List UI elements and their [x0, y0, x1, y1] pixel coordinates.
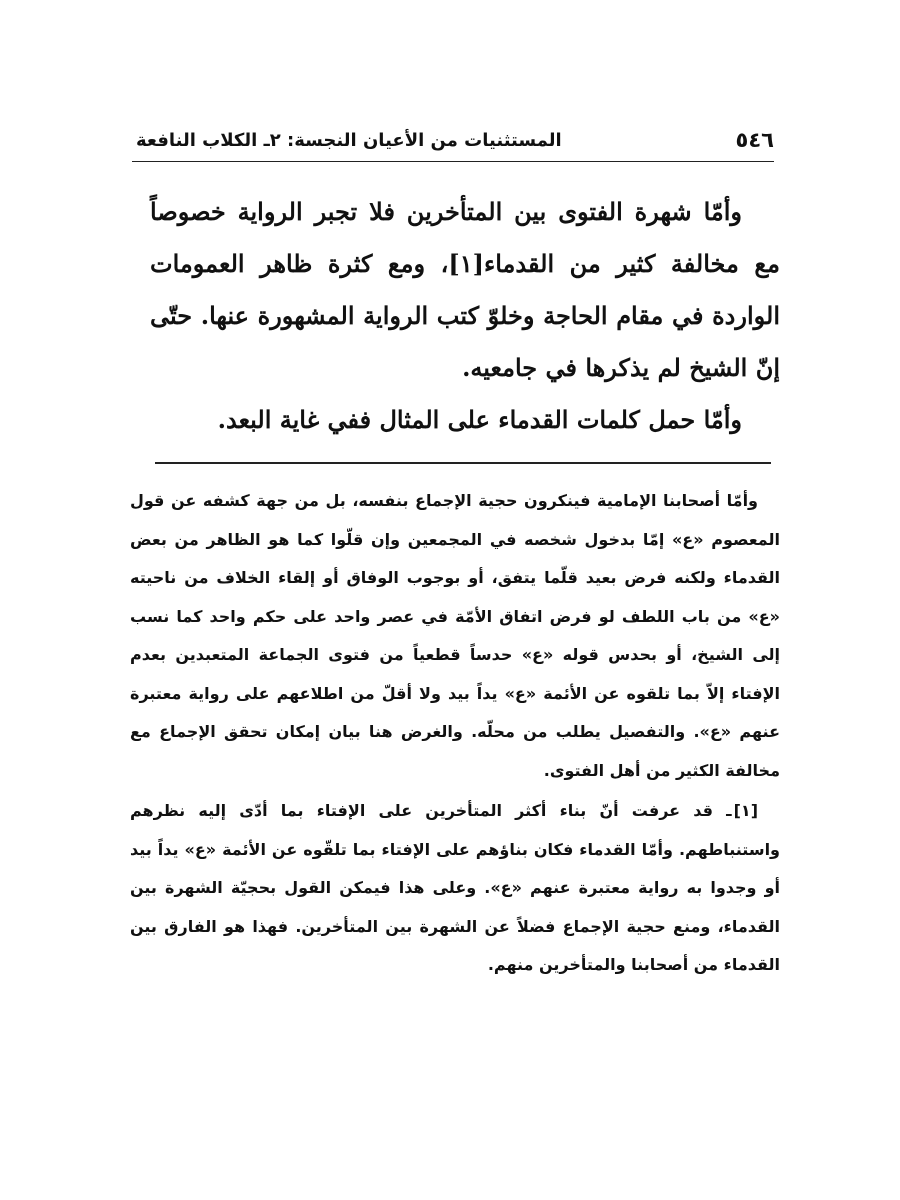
running-title: المستثنيات من الأعيان النجسة: ٢ـ الكلاب النافعة	[136, 130, 562, 151]
main-text	[150, 186, 780, 446]
footnotes	[130, 482, 780, 985]
footnote-1-text: ـ قد عرفت أنّ بناء أكثر المتأخرين على الإفتاء بما أدّى إليه نظرهم واستنباطهم. وأمّا القدماء فكان بناؤهم على الإفتاء بما تلقّوه عن الأئمة «ع» يداً بيد أو وجدوا به رواية معتبرة عنهم «ع». وعلى هذا فيمكن القول بحجيّة الشهرة بين القدماء، ومنع حجية الإجماع فضلاً عن الشهرة بين المتأخرين. فهذا هو الفارق بين القدماء من أصحابنا والمتأخرين منهم.	[130, 801, 780, 974]
running-header	[132, 128, 774, 160]
footnote-separator	[155, 462, 771, 464]
page-number: ٥٤٦	[735, 128, 774, 152]
body-paragraph: وأمّا شهرة الفتوى بين المتأخرين فلا تجبر الرواية خصوصاً مع مخالفة كثير من القدماء[١]، ومع كثرة ظاهر العمومات الواردة في مقام الحاجة وخلوّ كتب الرواية المشهورة عنها. حتّى إنّ الشيخ لم يذكرها في جامعيه.	[150, 197, 780, 382]
footnote-marker: [١]	[733, 801, 758, 820]
footnote-continuation: وأمّا أصحابنا الإمامية فينكرون حجية الإجماع بنفسه، بل من جهة كشفه عن قول المعصوم «ع» إمّا بدخول شخصه في المجمعين وإن قلّوا كما هو الظاهر من بعض القدماء ولكنه فرض بعيد قلّما يتفق، أو بوجوب الوفاق أو إلقاء الخلاف من ناحيته «ع» من باب اللطف لو فرض اتفاق الأمّة في عصر واحد على حكم واحد كما نسب إلى الشيخ، أو بحدس قوله «ع» حدساً قطعياً من فتوى الجماعة المتعبدين بعدم الإفتاء إلاّ بما تلقوه عن الأئمة «ع» يداً بيد ولا أقلّ من اطلاعهم على رواية معتبرة عنهم «ع». والتفصيل يطلب من محلّه. والغرض هنا بيان إمكان تحقق الإجماع مع مخالفة الكثير من أهل الفتوى.	[130, 491, 780, 780]
footnote-1	[130, 792, 780, 985]
header-rule	[132, 161, 774, 162]
body-paragraph: وأمّا حمل كلمات القدماء على المثال ففي غاية البعد.	[217, 405, 742, 434]
